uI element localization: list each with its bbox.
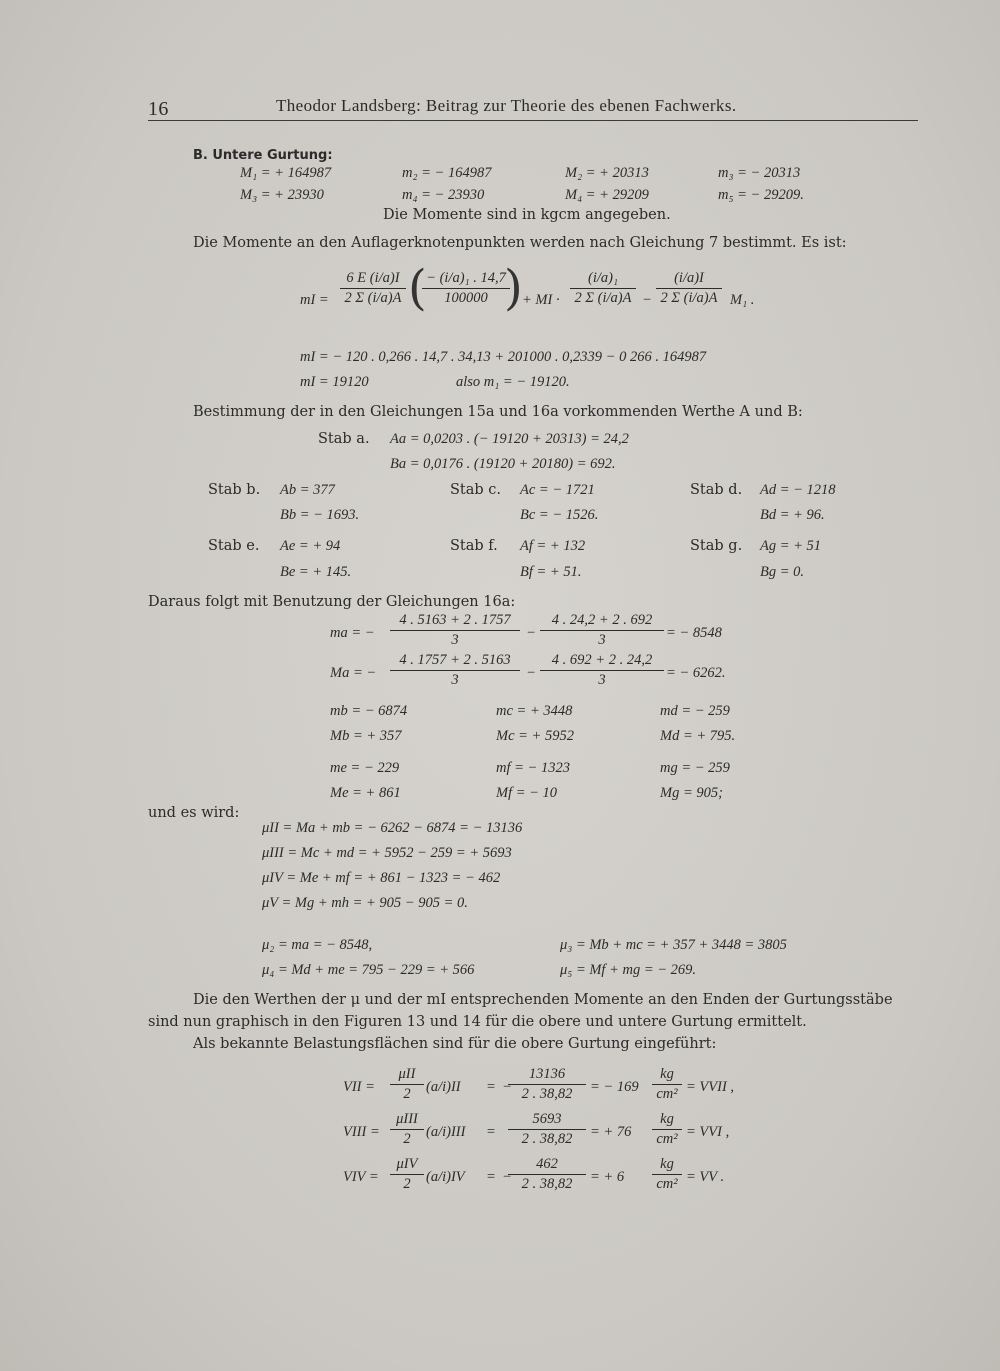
formula1-lhs: mI = [300, 292, 329, 308]
formula1-tail: M₁ . [730, 292, 755, 308]
calc-line-1: mI = − 120 . 0,266 . 14,7 . 34,13 + 201000 . 0,2339 − 0 266 . 164987 [300, 349, 707, 365]
right-paren: ) [504, 260, 523, 316]
formula1-inner-den: 100000 [444, 290, 488, 306]
V-IV-result: = + 6 [590, 1169, 625, 1185]
V-II-frac-mu [390, 1066, 424, 1103]
stab-a-A: Aa = 0,0203 . (− 19120 + 20313) = 24,2 [390, 431, 629, 447]
ma-frac2 [540, 612, 664, 649]
moment-md: md = − 259 [660, 703, 730, 719]
moment-Mc: Mc = + 5952 [496, 728, 574, 744]
unit-note: Die Momente sind in kgcm angegeben. [383, 207, 671, 223]
V-II-unit [652, 1066, 682, 1103]
stab-b-B: Bb = − 1693. [280, 507, 360, 523]
moment-M3: M₃ = + 23930 [240, 187, 324, 203]
stab-g-label: Stab g. [690, 538, 743, 554]
stab-b-A: Ab = 377 [280, 482, 335, 498]
V-III-unit-num: kg [660, 1111, 674, 1127]
moment-Me: Me = + 861 [330, 785, 401, 801]
formula1-den2: 2 Σ (i/a)A [574, 290, 632, 306]
formula1-plus: + MI · [522, 292, 560, 308]
Ma-num2: 4 . 692 + 2 . 24,2 [551, 652, 653, 668]
moment-mb: mb = − 6874 [330, 703, 408, 719]
stab-f-B: Bf = + 51. [520, 564, 582, 580]
stab-d-A: Ad = − 1218 [760, 482, 836, 498]
formula1-inner-num: − (i/a)₁ . 14,7 [426, 270, 506, 286]
V-III-tail: = VVI , [686, 1124, 730, 1140]
ma-num1: 4 . 5163 + 2 . 1757 [399, 612, 511, 628]
moment-m2: m₂ = − 164987 [402, 165, 492, 181]
stab-d-B: Bd = + 96. [760, 507, 825, 523]
und-es-wird: und es wird: [148, 805, 240, 821]
V-II-unit-num: kg [660, 1066, 674, 1082]
Ma-result: = − 6262. [666, 665, 726, 681]
moment-me: me = − 229 [330, 760, 400, 776]
paragraph-graphisch-1: Die den Werthen der μ und der mI entsprechenden Momente an den Enden der Gurtungsstäbe [193, 992, 893, 1008]
V-III-two: 2 [403, 1131, 411, 1147]
stab-b-label: Stab b. [208, 482, 261, 498]
left-paren: ( [408, 260, 427, 316]
ma-den1: 3 [451, 632, 459, 648]
moment-mc: mc = + 3448 [496, 703, 573, 719]
moment-Mb: Mb = + 357 [330, 728, 402, 744]
Ma-frac1 [390, 652, 520, 689]
mu-5: μ₅ = Mf + mg = − 269. [560, 962, 697, 978]
section-heading: B. Untere Gurtung: [193, 148, 333, 163]
mu-IV: μIV = Me + mf = + 861 − 1323 = − 462 [262, 870, 501, 886]
stab-e-B: Be = + 145. [280, 564, 352, 580]
stab-c-label: Stab c. [450, 482, 502, 498]
V-II-lhs: VII = [343, 1079, 375, 1095]
formula1-frac2 [570, 270, 636, 307]
Ma-op: − [526, 665, 536, 681]
V-IV-frac-mu [390, 1156, 424, 1193]
ma-result: = − 8548 [666, 625, 722, 641]
paragraph-gleichung-7: Die Momente an den Auflagerknotenpunkten werden nach Gleichung 7 bestimmt. Es ist: [193, 235, 847, 251]
formula1-den1: 2 Σ (i/a)A [344, 290, 402, 306]
stab-c-B: Bc = − 1526. [520, 507, 599, 523]
V-III-result: = + 76 [590, 1124, 632, 1140]
moment-M4: M₄ = + 29209 [565, 187, 649, 203]
Ma-den2: 3 [598, 672, 606, 688]
moment-m4: m₄ = − 23930 [402, 187, 485, 203]
mu-III: μIII = Mc + md = + 5952 − 259 = + 5693 [262, 845, 512, 861]
moment-mf: mf = − 1323 [496, 760, 570, 776]
V-IV-frac [508, 1156, 586, 1193]
V-IV-tail: = VV . [686, 1169, 725, 1185]
header-rule [148, 120, 918, 121]
mu-2: μ₂ = ma = − 8548, [262, 937, 373, 953]
ma-lhs: ma = − [330, 625, 375, 641]
stab-g-B: Bg = 0. [760, 564, 805, 580]
formula1-num2: (i/a)₁ [587, 270, 618, 286]
V-III-unit-den: cm² [656, 1131, 678, 1147]
stab-e-A: Ae = + 94 [280, 538, 341, 554]
paragraph-belastung: Als bekannte Belastungsflächen sind für die obere Gurtung eingeführt: [193, 1036, 717, 1052]
V-IV-sign: − [502, 1169, 512, 1185]
V-IV-unit-num: kg [660, 1156, 674, 1172]
paragraph-graphisch-2: sind nun graphisch in den Figuren 13 und 14 für die obere und untere Gurtung ermittelt. [148, 1014, 807, 1030]
moment-Mf: Mf = − 10 [496, 785, 558, 801]
calc-line-2b: also m₁ = − 19120. [456, 374, 570, 390]
V-III-eq: = [486, 1124, 496, 1140]
V-IV-par: (a/i)IV [426, 1169, 465, 1185]
stab-c-A: Ac = − 1721 [520, 482, 595, 498]
paragraph-werthe: Bestimmung der in den Gleichungen 15a und 16a vorkommenden Werthe A und B: [193, 404, 803, 420]
V-IV-lhs: VIV = [343, 1169, 379, 1185]
V-II-den: 2 . 38,82 [521, 1086, 573, 1102]
V-II-unit-den: cm² [656, 1086, 678, 1102]
V-II-result: = − 169 [590, 1079, 639, 1095]
page-number: 16 [148, 98, 169, 120]
V-IV-unit-den: cm² [656, 1176, 678, 1192]
ma-frac1 [390, 612, 520, 649]
V-II-tail: = VVII , [686, 1079, 735, 1095]
stab-g-A: Ag = + 51 [760, 538, 822, 554]
V-II-num: 13136 [528, 1066, 566, 1082]
moment-Mg: Mg = 905; [660, 785, 723, 801]
formula1-inner-frac [422, 270, 510, 307]
V-IV-two: 2 [403, 1176, 411, 1192]
mu-3: μ₃ = Mb + mc = + 357 + 3448 = 3805 [560, 937, 787, 953]
Ma-lhs: Ma = − [330, 665, 377, 681]
V-IV-unit [652, 1156, 682, 1193]
ma-op: − [526, 625, 536, 641]
V-III-mu: μIII [396, 1111, 418, 1127]
V-IV-eq: = [486, 1169, 496, 1185]
stab-f-A: Af = + 132 [520, 538, 586, 554]
ma-num2: 4 . 24,2 + 2 . 692 [551, 612, 653, 628]
Ma-frac2 [540, 652, 664, 689]
V-II-frac [508, 1066, 586, 1103]
mu-V: μV = Mg + mh = + 905 − 905 = 0. [262, 895, 468, 911]
V-III-den: 2 . 38,82 [521, 1131, 573, 1147]
stab-a-B: Ba = 0,0176 . (19120 + 20180) = 692. [390, 456, 616, 472]
moment-m5: m₅ = − 29209. [718, 187, 804, 203]
V-IV-den: 2 . 38,82 [521, 1176, 573, 1192]
moment-M1: M₁ = + 164987 [240, 165, 332, 181]
moment-M2: M₂ = + 20313 [565, 165, 649, 181]
V-II-mu: μII [398, 1066, 416, 1082]
moment-m3: m₃ = − 20313 [718, 165, 801, 181]
V-II-two: 2 [403, 1086, 411, 1102]
mu-4: μ₄ = Md + me = 795 − 229 = + 566 [262, 962, 475, 978]
V-III-frac-mu [390, 1111, 424, 1148]
Ma-num1: 4 . 1757 + 2 . 5163 [399, 652, 511, 668]
formula1-frac3 [656, 270, 722, 307]
V-III-unit [652, 1111, 682, 1148]
formula1-frac1 [340, 270, 406, 307]
V-III-lhs: VIII = [343, 1124, 380, 1140]
V-III-frac [508, 1111, 586, 1148]
stab-a-label: Stab a. [318, 431, 370, 447]
stab-f-label: Stab f. [450, 538, 498, 554]
stab-d-label: Stab d. [690, 482, 743, 498]
calc-line-2a: mI = 19120 [300, 374, 369, 390]
formula1-num3: (i/a)I [674, 270, 704, 286]
formula1-minus: − [642, 292, 652, 308]
formula1-den3: 2 Σ (i/a)A [660, 290, 718, 306]
moment-mg: mg = − 259 [660, 760, 730, 776]
Ma-den1: 3 [451, 672, 459, 688]
running-title: Theodor Landsberg: Beitrag zur Theorie des ebenen Fachwerks. [276, 96, 737, 115]
V-II-eq: = [486, 1079, 496, 1095]
ma-den2: 3 [598, 632, 606, 648]
stab-e-label: Stab e. [208, 538, 260, 554]
V-II-par: (a/i)II [426, 1079, 461, 1095]
V-III-num: 5693 [532, 1111, 562, 1127]
V-IV-num: 462 [536, 1156, 558, 1172]
formula1-num1: 6 E (i/a)I [346, 270, 400, 286]
paragraph-daraus: Daraus folgt mit Benutzung der Gleichungen 16a: [148, 594, 516, 610]
moment-Md: Md = + 795. [660, 728, 736, 744]
V-IV-mu: μIV [396, 1156, 418, 1172]
mu-II: μII = Ma + mb = − 6262 − 6874 = − 13136 [262, 820, 523, 836]
V-III-par: (a/i)III [426, 1124, 466, 1140]
V-II-sign: − [502, 1079, 512, 1095]
